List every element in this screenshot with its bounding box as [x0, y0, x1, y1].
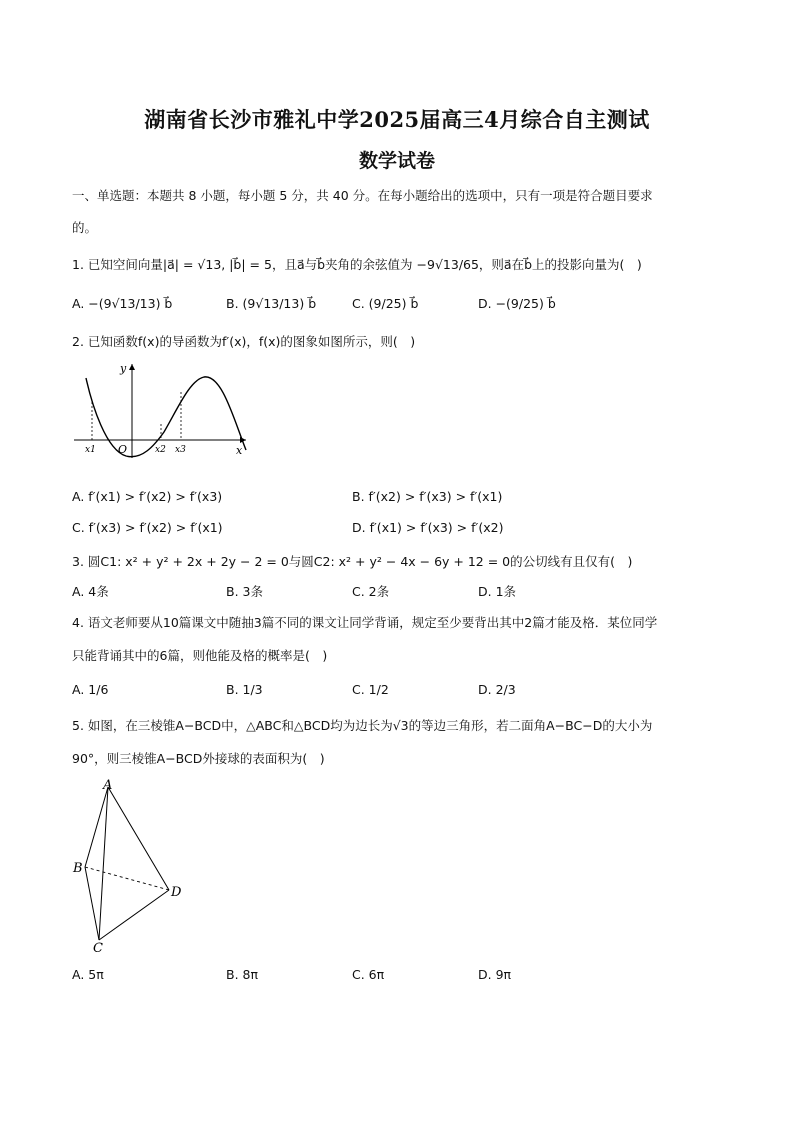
question-3-stem: 3. 圆C1: x² + y² + 2x + 2y − 2 = 0与圆C2: x² + y² − 4x − 6y + 12 = 0的公切线有且仅有( ) — [72, 554, 633, 569]
q4-option-b[interactable]: B. 1/3 — [226, 682, 263, 697]
edge-bc — [85, 867, 99, 940]
q2-option-c[interactable]: C. f′(x3) > f′(x2) > f′(x1) — [72, 520, 223, 535]
x3-label: x3 — [175, 445, 186, 455]
section-instructions-cont: 的。 — [72, 220, 98, 235]
tetrahedron-figure — [68, 775, 198, 960]
y-axis-arrow — [129, 364, 135, 370]
q5-option-c[interactable]: C. 6π — [352, 967, 385, 982]
q5-option-d[interactable]: D. 9π — [478, 967, 512, 982]
vertex-a-label: A — [103, 778, 113, 793]
q2-option-a[interactable]: A. f′(x1) > f′(x2) > f′(x3) — [72, 489, 223, 504]
question-5-stem: 5. 如图，在三棱锥A−BCD中，△ABC和△BCD均为边长为√3的等边三角形，若二面角A−BC−D的大小为 — [72, 718, 653, 733]
x1-label: x1 — [85, 445, 96, 455]
q2-option-b[interactable]: B. f′(x2) > f′(x3) > f′(x1) — [352, 489, 503, 504]
edge-ac — [99, 787, 108, 940]
y-axis-label: y — [120, 362, 127, 375]
section-instructions: 一、单选题：本题共 8 小题，每小题 5 分，共 40 分。在每小题给出的选项中，只有一项是符合题目要求 — [72, 188, 653, 203]
vertex-d-label: D — [171, 885, 182, 900]
q1-option-d[interactable]: D. −(9/25) b⃗ — [478, 296, 556, 311]
q3-option-c[interactable]: C. 2条 — [352, 584, 390, 599]
edge-cd — [99, 890, 169, 940]
q3-option-b[interactable]: B. 3条 — [226, 584, 263, 599]
edge-ad — [108, 787, 169, 890]
page-subtitle: 数学试卷 — [358, 150, 435, 172]
edge-ab — [85, 787, 108, 867]
q1-option-a[interactable]: A. −(9√13/13) b⃗ — [72, 296, 173, 311]
q5-option-a[interactable]: A. 5π — [72, 967, 104, 982]
q2-option-d[interactable]: D. f′(x1) > f′(x3) > f′(x2) — [352, 520, 504, 535]
edge-bd-hidden — [85, 867, 169, 890]
origin-label: O — [118, 443, 128, 456]
x2-label: x2 — [155, 445, 166, 455]
function-graph-figure — [70, 360, 260, 460]
q4-option-c[interactable]: C. 1/2 — [352, 682, 389, 697]
q1-option-b[interactable]: B. (9√13/13) b⃗ — [226, 296, 317, 311]
q5-option-b[interactable]: B. 8π — [226, 967, 259, 982]
question-4-stem: 4. 语文老师要从10篇课文中随抽3篇不同的课文让同学背诵，规定至少要背出其中2篇才能及格．某位同学 — [72, 615, 658, 630]
question-4-stem-cont: 只能背诵其中的6篇，则他能及格的概率是( ) — [72, 648, 328, 663]
vertex-c-label: C — [93, 941, 103, 956]
function-curve — [86, 377, 246, 457]
page-title: 湖南省长沙市雅礼中学2025届高三4月综合自主测试 — [144, 107, 650, 132]
question-1-stem: 1. 已知空间向量|a⃗| = √13, |b⃗| = 5，且a⃗与b⃗夹角的余弦值为 −9√13/65，则a⃗在b⃗上的投影向量为( ) — [72, 257, 642, 272]
x-axis-label: x — [236, 444, 243, 457]
q3-option-d[interactable]: D. 1条 — [478, 584, 517, 599]
q1-option-c[interactable]: C. (9/25) b⃗ — [352, 296, 419, 311]
q4-option-a[interactable]: A. 1/6 — [72, 682, 109, 697]
question-5-stem-cont: 90°，则三棱锥A−BCD外接球的表面积为( ) — [72, 751, 325, 766]
vertex-b-label: B — [73, 861, 83, 876]
question-2-stem: 2. 已知函数f(x)的导函数为f′(x)，f(x)的图象如图所示，则( ) — [72, 334, 416, 349]
q3-option-a[interactable]: A. 4条 — [72, 584, 109, 599]
q4-option-d[interactable]: D. 2/3 — [478, 682, 516, 697]
